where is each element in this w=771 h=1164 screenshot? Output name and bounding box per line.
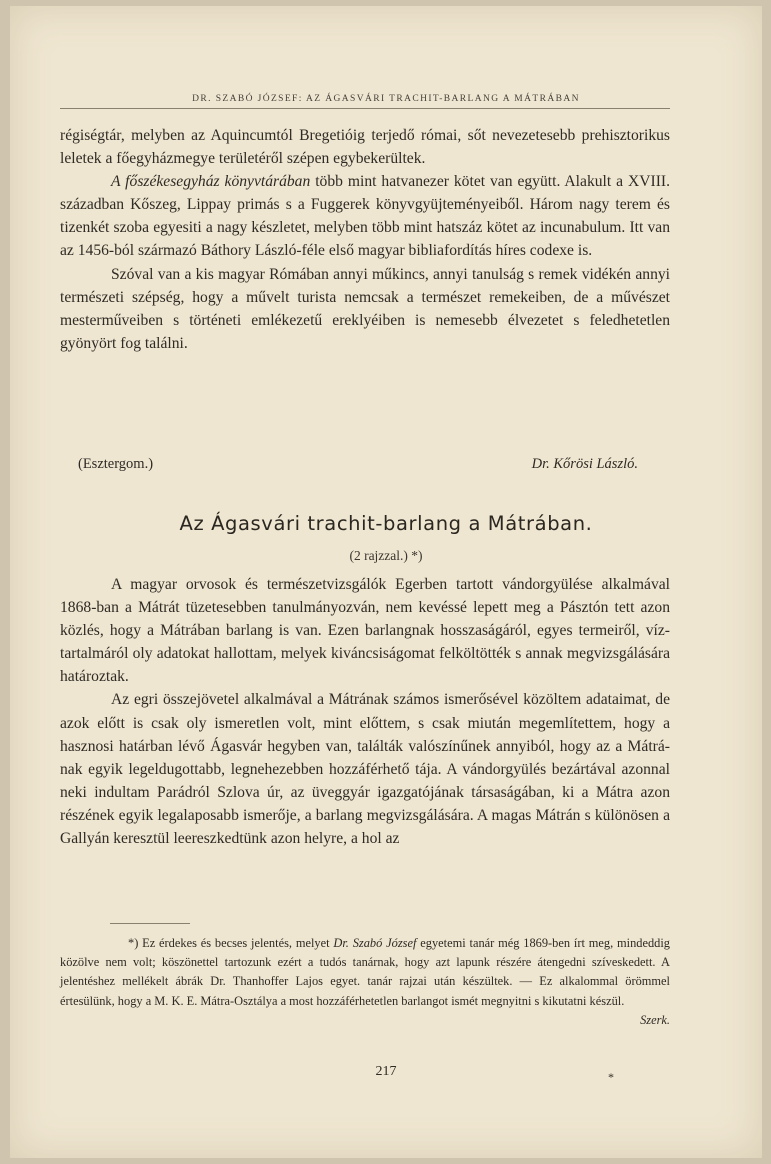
author-signature: Dr. Kőrösi László.: [531, 456, 638, 472]
page-number: 217: [375, 1064, 397, 1079]
paragraph: [60, 170, 670, 262]
footnote-author: Dr. Szabó József: [333, 936, 417, 950]
footnote-text-part: *) Ez érdekes és becses jelentés, melyet: [128, 936, 334, 950]
footnote-divider: [110, 923, 190, 924]
paragraph: Az egri összejövetel alkalmával a Mátrának számos ismerősével közöltem adataimat, de azok előtt is csak oly ismeretlen volt, mint előttem, s csak miután megemlítettem, hogy a hasznosi határban lévő Ágasvár hegyben van, találták valószínűnek annyiból, hogy az a Mátrának egyik legeldugottabb, legnehezebben hozzáférhető tája. A vándorgyülés bezártával azonnal neki indultam Parádról Szlova úr, az üveggyár igazgatójának társaságában, ki a Mátra azon részének egyik legalaposabb ismerője, a barlang megvizsgálására. A magas Mátrán s különösen a Gallyán keresztül leereszkedtünk azon helyre, a hol az: [60, 691, 670, 848]
place-label: (Esztergom.): [78, 456, 154, 472]
book-page: [10, 6, 762, 1158]
footnote-text-part: egyetemi tanár még 1869-ben írt meg, mindeddig közölve nem volt; köszönettel tartozunk ezért a tudós tanárnak, hogy azt lapunk részére átengedni szíveskedett. A jelentéshez mellékelt ábrák Dr. Thanhoffer Lajos egyet. tanár rajzai után készültek. — Ez alkalommal örömmel értesülünk, hogy a M. K. E. Mátra-Osztálya a most hozzáférhetetlen barlangot ismét megnyitni s kikutatni készül.: [60, 936, 670, 1008]
footnote-text: [60, 934, 670, 1027]
signature-mark: *: [608, 1070, 614, 1084]
paragraph: A magyar orvosok és természetvizsgálók Egerben tartott vándorgyülése alkalmával 1868-ban a Mátrát tüzetesebben tanulmányozván, nem kevéssé lepett meg a Pásztón tett azon közlés, hogy a Mátrában barlang is van. Ezen barlangnak hosszaságáról, egyes termeiről, víztartalmáról oly adatokat hallottam, melyek kiváncsiságomat felköltötték s annak megvizsgálására határoztak.: [60, 576, 670, 686]
editor-signature: Szerk.: [640, 1012, 670, 1027]
article-title: Az Ágasvári trachit-barlang a Mátrában.: [179, 512, 593, 535]
footnote: [60, 934, 670, 1030]
article-subtitle: (2 rajzzal.) *): [349, 548, 423, 563]
previous-article-ending: [60, 124, 670, 355]
header-divider: [60, 108, 670, 109]
paragraph: Szóval van a kis magyar Rómában annyi műkincs, annyi tanulság s remek vidékén annyi természeti szépség, hogy a művelt turista nemcsak a természet remekeiben, de a művészet mesterműveiben s történeti emlékezetű ereklyéiben is nemesebb élvezetet s feledhetetlen gyönyört fog találni.: [60, 265, 670, 352]
emphasized-text: A főszékesegyház könyvtárában: [111, 173, 311, 191]
running-head: DR. SZABÓ JÓZSEF: AZ ÁGASVÁRI TRACHIT-BARLANG A MÁTRÁBAN: [192, 94, 580, 104]
article-body: [60, 573, 670, 850]
paragraph: régiségtár, melyben az Aquincumtól Bregetióig terjedő római, sőt nevezetesebb prehisztorikus leletek a főegyházmegye területéről szépen egybekerültek.: [60, 127, 670, 168]
paragraph-text: több mint hatvanezer kötet van együtt. Alakult a XVIII. században Kőszeg, Lippay primás s a Fuggerek könyvgyüjteményeiből. Három nagy terem és tizenkét szoba egyesiti a nagy készletet, melyben több mint hatszáz kötet az incunabulum. Itt van az 1456-ból származó Báthory László-féle első magyar bibliafordítás híres codexe is.: [60, 173, 671, 260]
